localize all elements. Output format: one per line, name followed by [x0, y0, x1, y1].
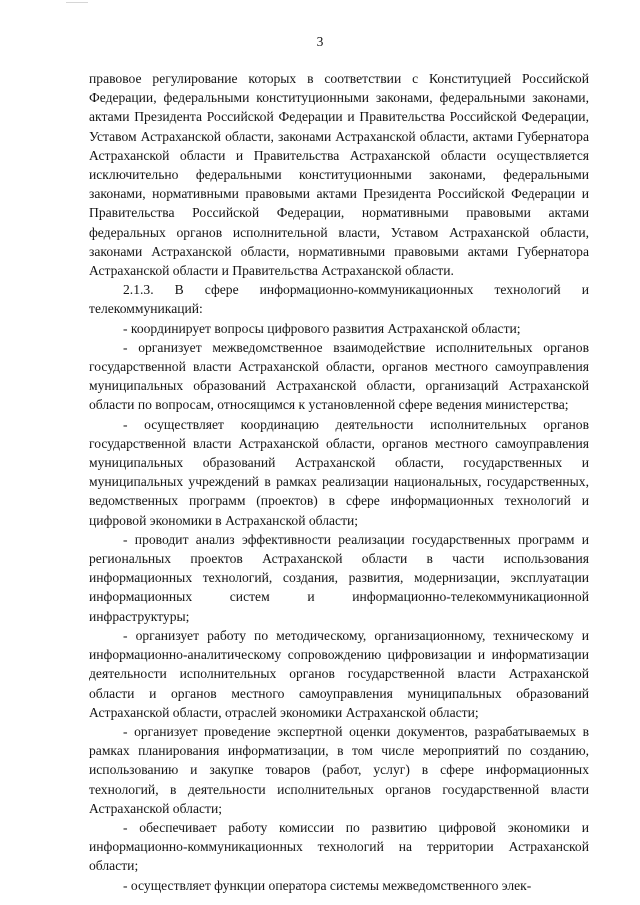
- list-item-expert-assessment: - организует проведение экспертной оценки документов, разрабатываемых в рамках планирования информатизации, в том числе мероприятий по созданию, использованию и закупке товаров (работ, услуг) в сфере информационных технологий, в деятельности исполнительных органов государственной власти Астраханской области;: [89, 723, 589, 816]
- scan-artifact-mark: [66, 2, 88, 3]
- list-item-system-operator: - осуществляет функции оператора системы межведомственного элек-: [123, 877, 532, 893]
- page-number: 3: [316, 34, 324, 49]
- list-item-efficiency-analysis: - проводит анализ эффективности реализации государственных программ и региональных проектов Астраханской области в части использования информационных технологий, создания, развития, модернизации, эксплуатации информационных систем и информационно-телекоммуникационной инфраструктуры;: [89, 531, 589, 624]
- list-item-methodological-support: - организует работу по методическому, организационному, техническому и информационно-аналитическому сопровождению цифровизации и информатизации деятельности исполнительных органов государственной власти Астраханской области и органов местного самоуправления муниципальных образований Астраханской области, отраслей экономики Астраханской области;: [89, 627, 589, 720]
- list-item-interdepartmental-interaction: - организует межведомственное взаимодействие исполнительных органов государственной власти Астраханской области, органов местного самоуправления муниципальных образований Астраханской области, организаций Астраханской области по вопросам, относящимся к установленной сфере ведения министерства;: [89, 339, 589, 413]
- section-heading-2-1-3: 2.1.3. В сфере информационно-коммуникационных технологий и телекоммуникаций:: [89, 282, 589, 317]
- list-item-coordinates-digital-development: - координирует вопросы цифрового развития Астраханской области;: [123, 320, 521, 336]
- list-item-coordination-of-activities: - осуществляет координацию деятельности исполнительных органов государственной власти Астраханской области, органов местного самоуправления муниципальных образований Астраханской области, государственных и муниципальных учреждений в рамках реализации национальных, государственных, ведомственных программ (проектов) в сфере информационных технологий и цифровой экономики в Астраханской области;: [89, 416, 589, 528]
- paragraph-legal-regulation: правовое регулирование которых в соответствии с Конституцией Российской Федерации, федеральными конституционными законами, федеральными законами, актами Президента Российской Федерации и Правительства Российской Федерации, Уставом Астраханской области, законами Астраханской области, актами Губернатора Астраханской области и Правительства Астраханской области осуществляется исключительно федеральными конституционными законами, федеральными законами, нормативными правовыми актами Президента Российской Федерации и Правительства Российской Федерации, нормативными правовыми актами федеральных органов исполнительной власти, Уставом Астраханской области, законами Астраханской области, нормативными правовыми актами Губернатора Астраханской области и Правительства Астраханской области.: [89, 71, 589, 279]
- list-item-commission-work: - обеспечивает работу комиссии по развитию цифровой экономики и информационно-коммуникационных технологий на территории Астраханской области;: [89, 819, 589, 874]
- document-body: [89, 69, 589, 895]
